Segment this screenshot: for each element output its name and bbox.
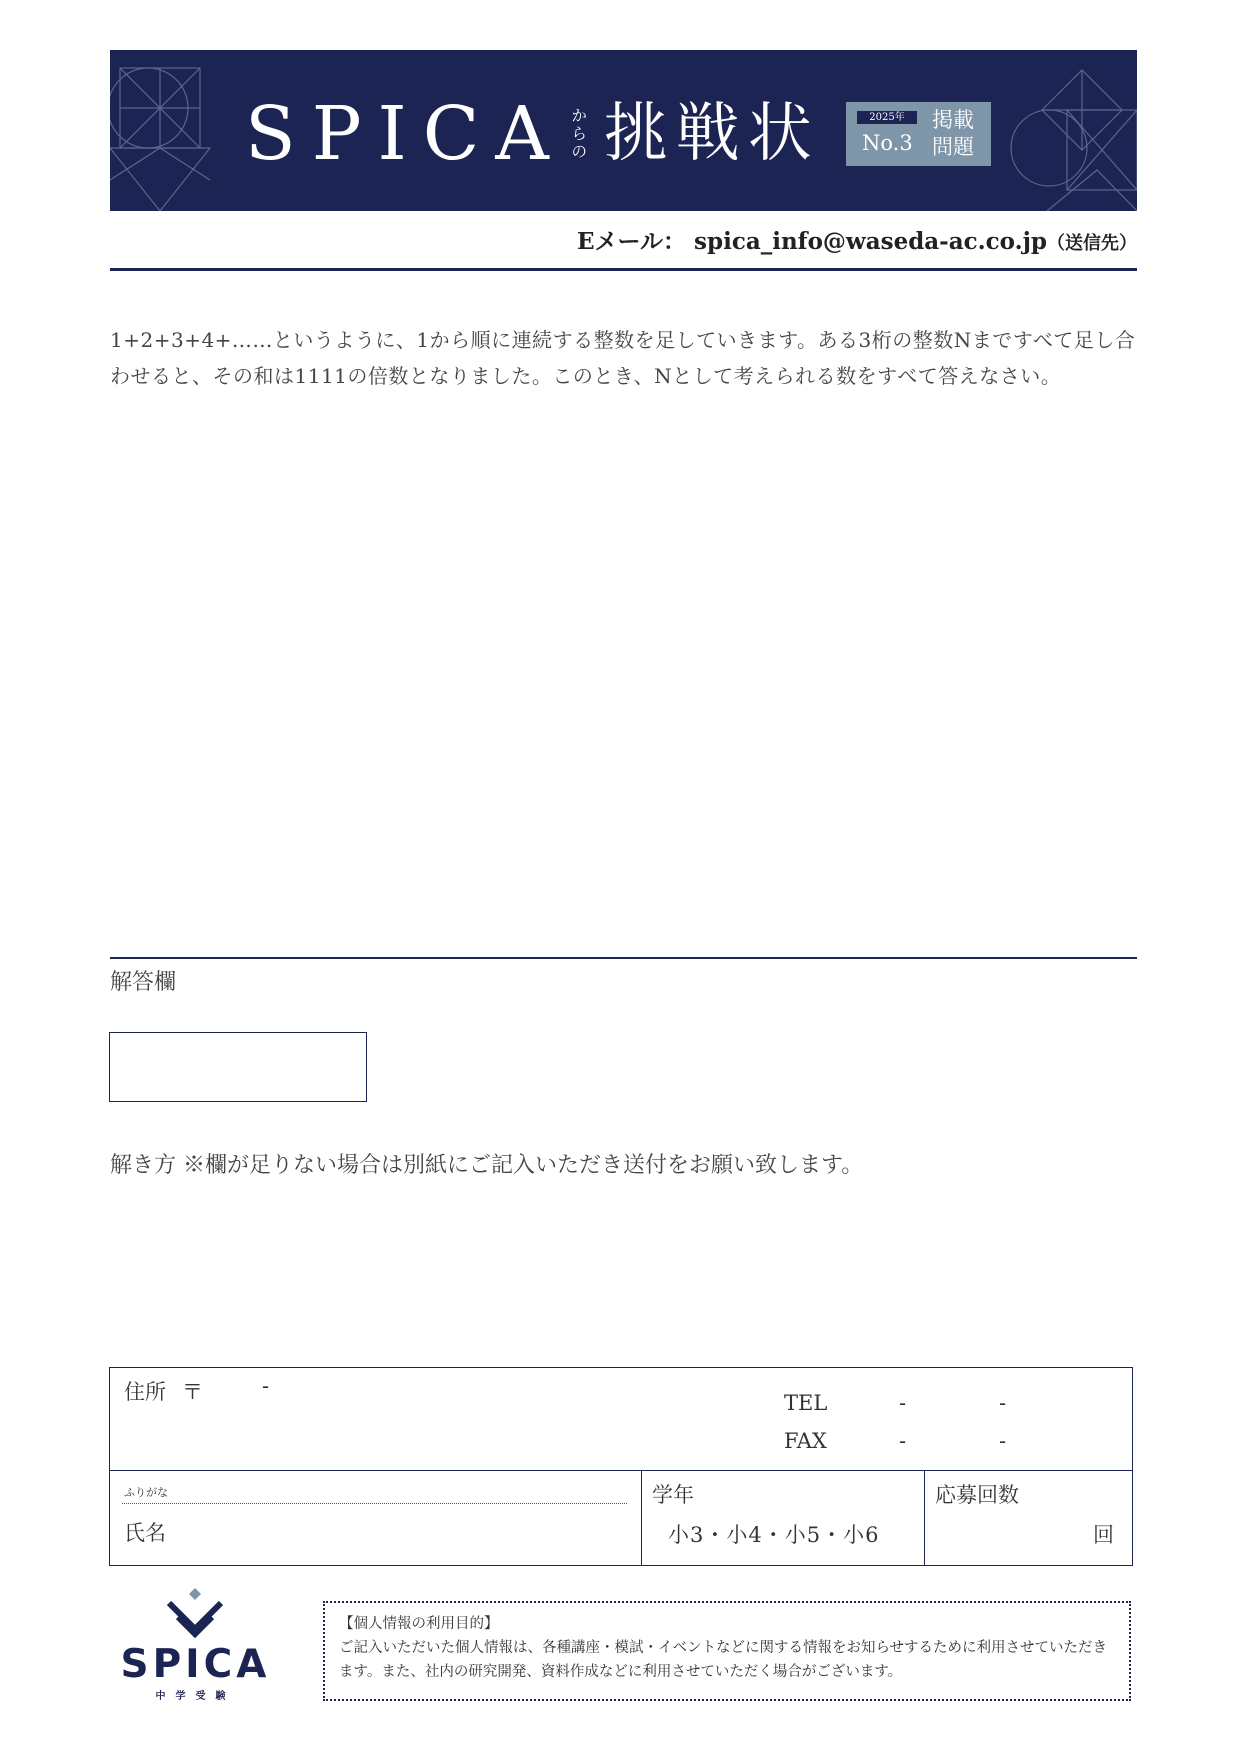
email-label: Eメール： (576, 228, 687, 255)
count-label: 応募回数 (935, 1483, 1019, 1507)
count-cell[interactable] (925, 1471, 1133, 1566)
tel-label: TEL (784, 1391, 828, 1415)
email-row (110, 226, 1137, 260)
privacy-body: ご記入いただいた個人情報は、各種講座・模試・イベントなどに関する情報をお知らせするために利用させていただきます。また、社内の研究開発、資料作成などに利用させていただく場合がございます。 (339, 1640, 1108, 1680)
fax-label: FAX (784, 1429, 827, 1453)
brand-main-title: 挑戦状 (603, 97, 820, 171)
header-banner (110, 50, 1137, 211)
fax-dash-2: - (999, 1429, 1007, 1453)
brand-kara: からの (568, 107, 588, 161)
postal-dash: - (262, 1374, 270, 1398)
problem-text: 1+2+3+4+……というように、1から順に連続する整数を足していきます。ある3桁の整数Nまですべて足し合わせると、その和は1111の倍数となりました。このとき、Nとして考えられる数をすべて答えなさい。 (110, 328, 1136, 388)
issue-number: No.3 (862, 131, 913, 155)
brand-spica: SPICA (245, 91, 565, 177)
applicant-form (109, 1367, 1133, 1566)
spica-logo (108, 1586, 283, 1700)
address-cell[interactable] (110, 1368, 1133, 1471)
furigana-line (122, 1503, 627, 1504)
contact-block (784, 1384, 1006, 1460)
postal-mark: 〒 (182, 1380, 203, 1404)
banner-title (245, 91, 820, 177)
logo-subtext: 中学受験 (155, 1691, 236, 1702)
geometric-pattern-left (110, 50, 230, 211)
furigana-label: ふりがな (124, 1486, 168, 1499)
privacy-notice (323, 1601, 1131, 1701)
count-unit: 回 (1093, 1523, 1115, 1547)
grade-options[interactable]: 小3・小4・小5・小6 (668, 1523, 880, 1547)
grade-label: 学年 (652, 1483, 694, 1507)
logo-chevron-icon (108, 1586, 283, 1642)
email-address[interactable]: spica_info@waseda-ac.co.jp (694, 228, 1047, 255)
privacy-title: 【個人情報の利用目的】 (339, 1616, 499, 1632)
answer-input-box[interactable] (109, 1032, 367, 1102)
email-note: （送信先） (1047, 233, 1137, 254)
logo-text: SPICA (120, 1642, 271, 1687)
issue-year: 2025年 (857, 111, 917, 124)
header-divider (110, 268, 1137, 271)
method-label: 解き方 ※欄が足りない場合は別紙にご記入いただき送付をお願い致します。 (110, 1153, 864, 1178)
issue-label: 掲載問題 (932, 108, 974, 159)
name-label: 氏名 (124, 1521, 166, 1545)
name-cell[interactable] (110, 1471, 642, 1566)
answer-label: 解答欄 (110, 970, 177, 995)
geometric-pattern-right (1007, 50, 1137, 211)
issue-badge (846, 102, 991, 166)
tel-dash-1: - (899, 1391, 907, 1415)
tel-dash-2: - (999, 1391, 1007, 1415)
grade-cell[interactable] (642, 1471, 925, 1566)
fax-dash-1: - (899, 1429, 907, 1453)
address-label: 住所 (124, 1380, 166, 1404)
answer-divider (110, 957, 1137, 959)
